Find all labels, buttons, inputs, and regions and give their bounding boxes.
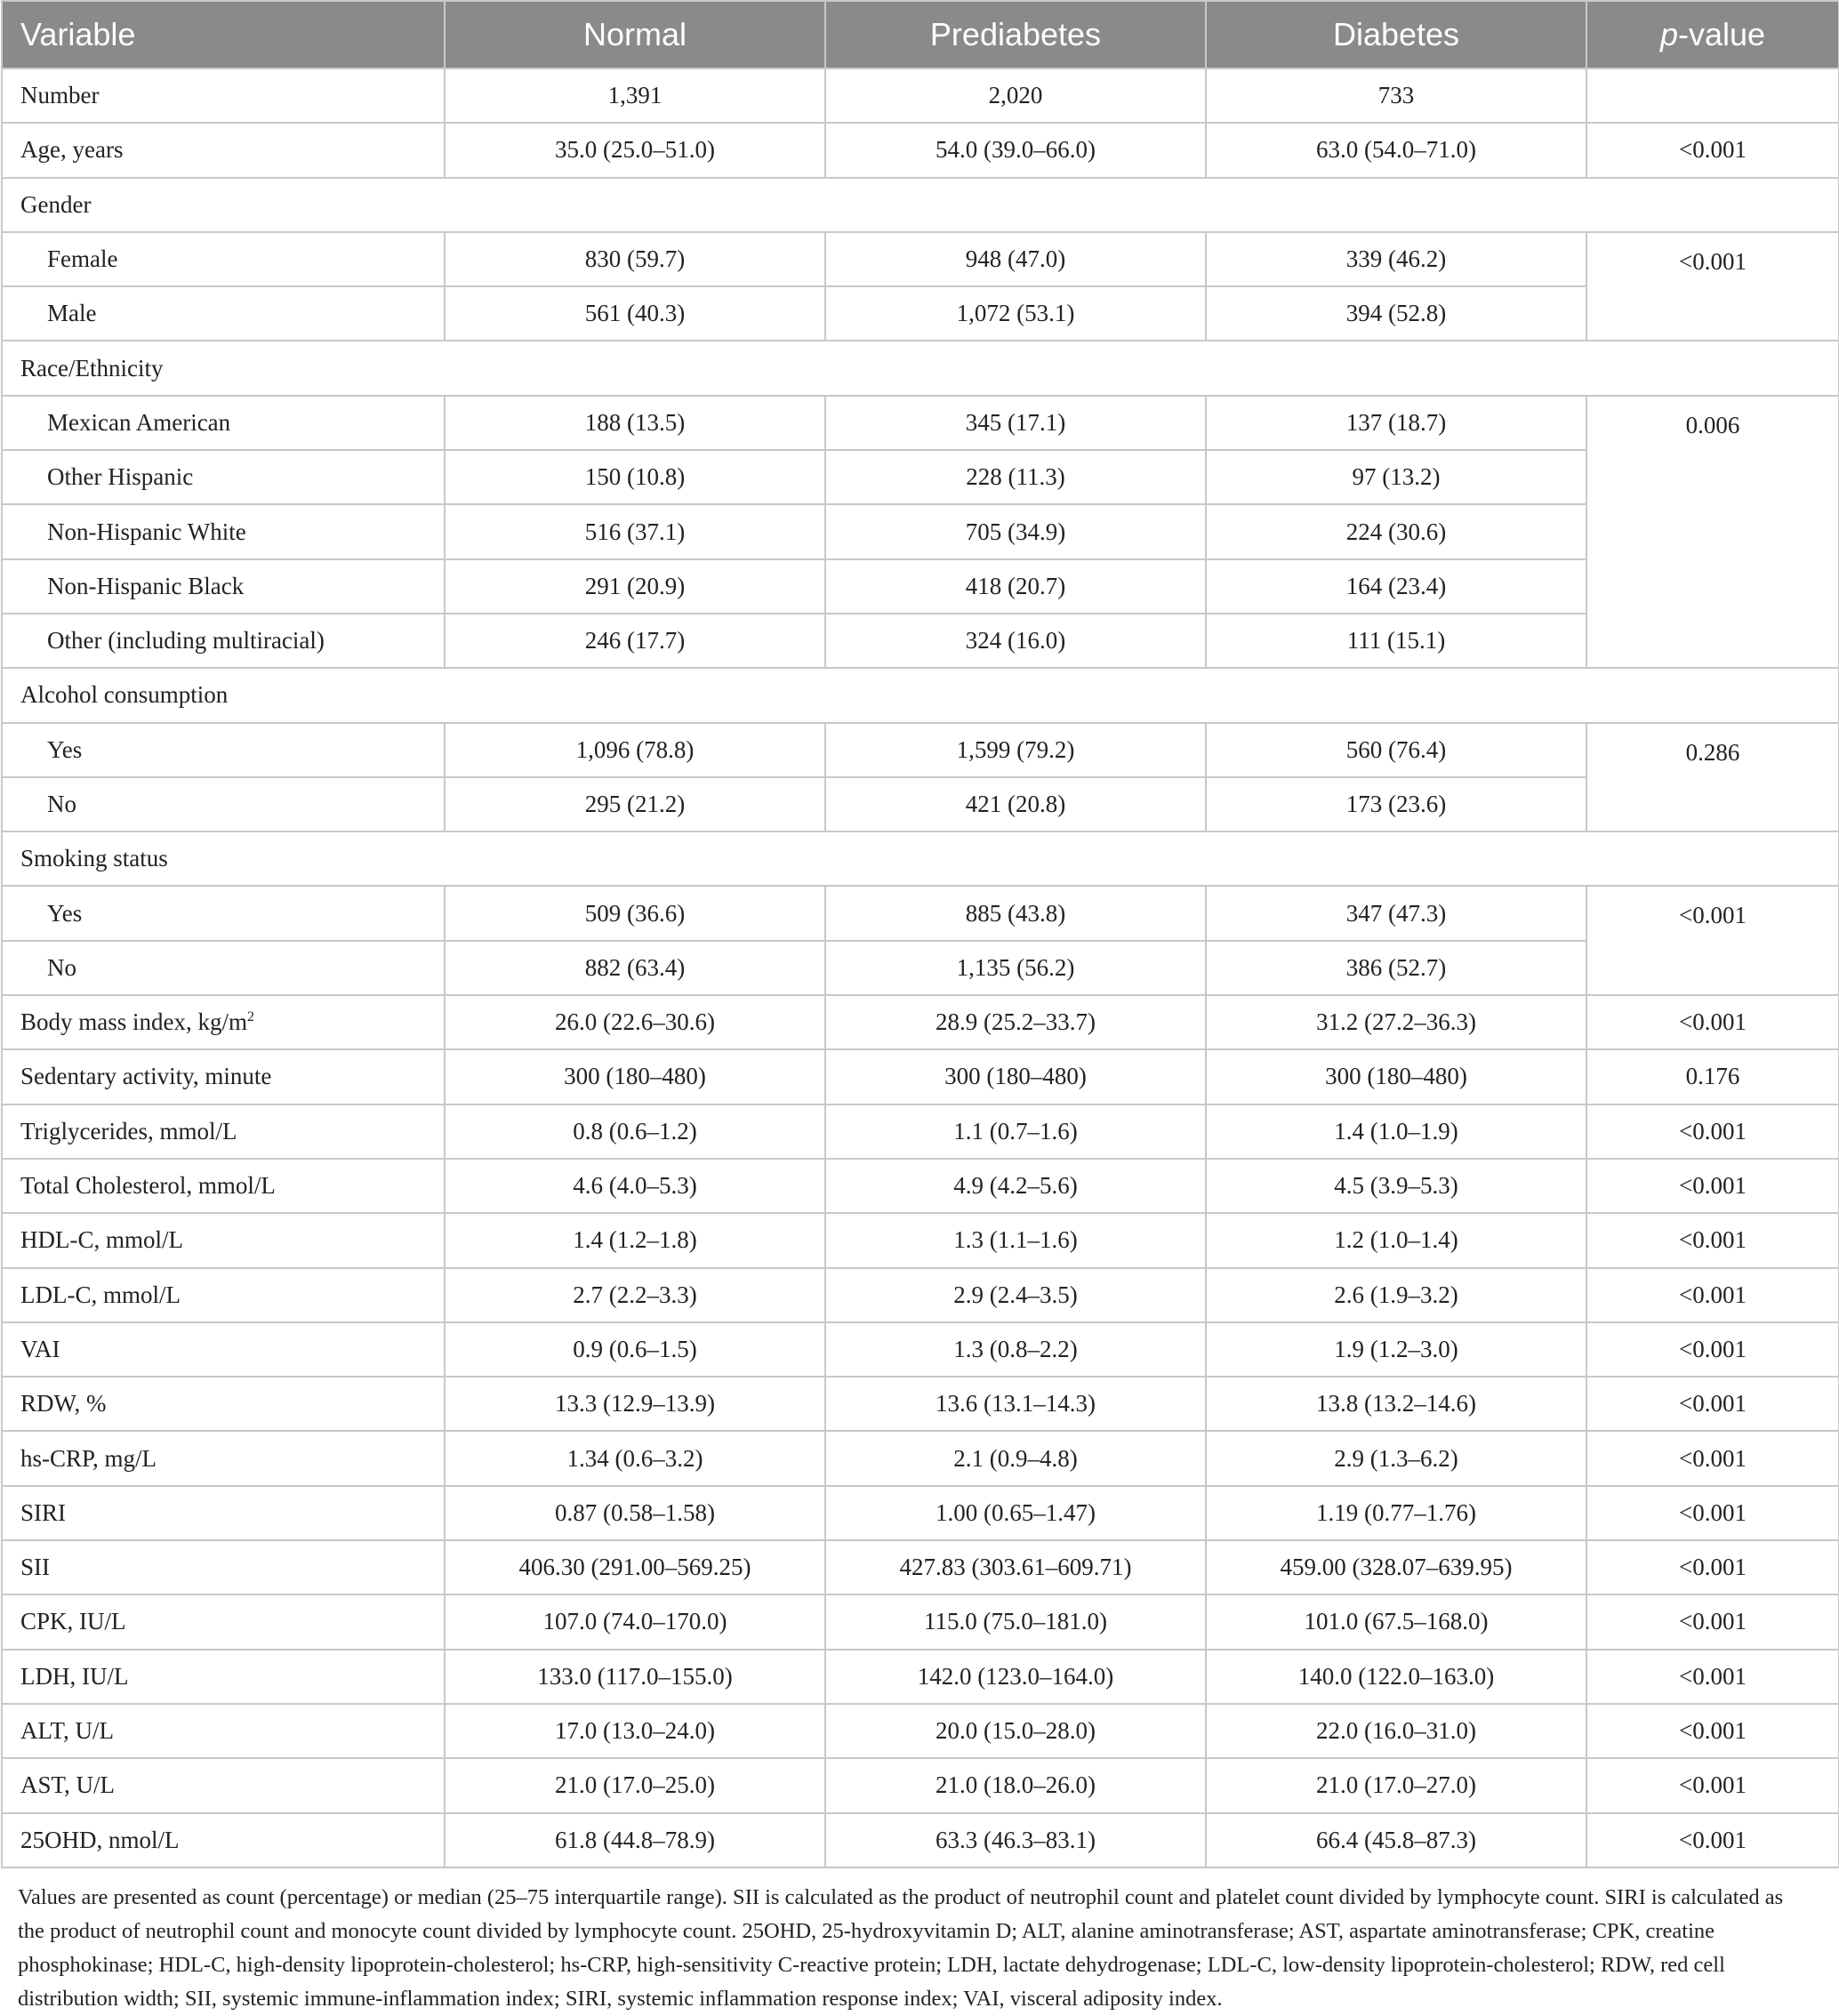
p-italic-text: p [1659, 16, 1678, 52]
prediabetes-value: 54.0 (39.0–66.0) [825, 123, 1206, 177]
column-header-normal: Normal [445, 1, 825, 68]
variable-label-text: Other (including multiracial) [47, 627, 325, 655]
p-value: <0.001 [1586, 995, 1839, 1049]
p-value: <0.001 [1586, 1213, 1839, 1267]
variable-label-text: Mexican American [47, 408, 231, 436]
diabetes-value: 97 (13.2) [1206, 450, 1586, 504]
variable-label [2, 614, 445, 668]
normal-value: 295 (21.2) [445, 777, 825, 831]
variable-label [2, 286, 445, 341]
normal-value: 830 (59.7) [445, 232, 825, 286]
column-header-diabetes: Diabetes [1206, 1, 1586, 68]
variable-label-text: Male [47, 300, 97, 327]
variable-label [2, 504, 445, 558]
diabetes-value: 1.4 (1.0–1.9) [1206, 1104, 1586, 1159]
variable-label-text: Other Hispanic [47, 463, 194, 491]
prediabetes-value: 885 (43.8) [825, 886, 1206, 940]
table-footnote: Values are presented as count (percentage) or median (25–75 interquartile range). SII is calculated as the product of neutrophil count and platelet count divided by lymphocyte count. SIRI is calculated as the product of neutrophil count and monocyte count divided by lymphocyte count. 25OHD, 25-hydroxyvitamin D; ALT, alanine aminotransferase; AST, aspartate aminotransferase; CPK, creatine phosphokinase; HDL-C, high-density lipoprotein-cholesterol; hs-CRP, high-sensitivity C-reactive protein; LDH, lactate dehydrogenase; LDL-C, low-density lipoprotein-cholesterol; RDW, red cell distribution width; SII, systemic immune-inflammation index; SIRI, systemic inflammation response index; VAI, visceral adiposity index. [18, 1884, 1784, 2011]
table-row [2, 1704, 1839, 1758]
variable-label [2, 1758, 445, 1812]
diabetes-value: 66.4 (45.8–87.3) [1206, 1813, 1586, 1867]
table-row [2, 1486, 1839, 1540]
diabetes-value: 300 (180–480) [1206, 1049, 1586, 1104]
p-value [1586, 68, 1839, 123]
p-rest-text: -value [1677, 16, 1766, 52]
prediabetes-value: 427.83 (303.61–609.71) [825, 1540, 1206, 1594]
variable-label-text: Sedentary activity, minute [20, 1063, 272, 1090]
variable-label [2, 1322, 445, 1377]
variable-label [2, 723, 445, 777]
table-row [2, 1049, 1839, 1104]
diabetes-value: 1.19 (0.77–1.76) [1206, 1486, 1586, 1540]
variable-label-text: Age, years [20, 136, 124, 164]
column-header-variable: Variable [2, 1, 445, 68]
p-value: <0.001 [1586, 1377, 1839, 1431]
table-row [2, 1377, 1839, 1431]
prediabetes-value: 705 (34.9) [825, 504, 1206, 558]
diabetes-value: 560 (76.4) [1206, 723, 1586, 777]
diabetes-value: 347 (47.3) [1206, 886, 1586, 940]
variable-label [2, 995, 445, 1049]
table-row [2, 1159, 1839, 1213]
normal-value: 61.8 (44.8–78.9) [445, 1813, 825, 1867]
column-header-prediabetes: Prediabetes [825, 1, 1206, 68]
variable-label [2, 1431, 445, 1485]
p-value: 0.176 [1586, 1049, 1839, 1104]
prediabetes-value: 345 (17.1) [825, 396, 1206, 450]
p-value: <0.001 [1586, 1104, 1839, 1159]
variable-label [2, 559, 445, 614]
table-row [2, 777, 1839, 831]
p-value [1586, 723, 1839, 832]
prediabetes-value: 228 (11.3) [825, 450, 1206, 504]
variable-label-text: SIRI [20, 1498, 67, 1526]
p-value: <0.001 [1586, 1322, 1839, 1377]
normal-value: 516 (37.1) [445, 504, 825, 558]
diabetes-value: 1.2 (1.0–1.4) [1206, 1213, 1586, 1267]
table-row [2, 559, 1839, 614]
p-value: <0.001 [1586, 1159, 1839, 1213]
variable-label-text: LDH, IU/L [20, 1662, 129, 1690]
table-group-row [2, 831, 1839, 886]
table-row [2, 1594, 1839, 1649]
variable-label [2, 123, 445, 177]
p-value: <0.001 [1586, 1431, 1839, 1485]
group-label: Smoking status [2, 831, 1839, 886]
diabetes-value: 2.9 (1.3–6.2) [1206, 1431, 1586, 1485]
normal-value: 0.87 (0.58–1.58) [445, 1486, 825, 1540]
variable-label [2, 886, 445, 940]
normal-value: 150 (10.8) [445, 450, 825, 504]
normal-value: 882 (63.4) [445, 941, 825, 995]
prediabetes-value: 2,020 [825, 68, 1206, 123]
normal-value: 1,096 (78.8) [445, 723, 825, 777]
p-value: <0.001 [1586, 1268, 1839, 1322]
table-row [2, 941, 1839, 995]
p-value: <0.001 [1586, 1813, 1839, 1867]
table-row [2, 123, 1839, 177]
variable-label [2, 68, 445, 123]
p-value: <0.001 [1586, 1758, 1839, 1812]
variable-label [2, 1377, 445, 1431]
table-group-row [2, 178, 1839, 232]
group-label: Gender [2, 178, 1839, 232]
variable-label [2, 777, 445, 831]
prediabetes-value: 418 (20.7) [825, 559, 1206, 614]
variable-label-text: Total Cholesterol, mmol/L [20, 1172, 276, 1200]
p-value: <0.001 [1586, 1704, 1839, 1758]
column-header-p-value [1586, 1, 1839, 68]
variable-label-text: AST, U/L [20, 1771, 115, 1799]
prediabetes-value: 63.3 (46.3–83.1) [825, 1813, 1206, 1867]
variable-label-text: SII [20, 1554, 50, 1581]
prediabetes-value: 1.3 (0.8–2.2) [825, 1322, 1206, 1377]
diabetes-value: 140.0 (122.0–163.0) [1206, 1650, 1586, 1704]
p-value: <0.001 [1586, 123, 1839, 177]
diabetes-value: 459.00 (328.07–639.95) [1206, 1540, 1586, 1594]
group-label: Alcohol consumption [2, 668, 1839, 722]
normal-value: 35.0 (25.0–51.0) [445, 123, 825, 177]
variable-label-text: Female [47, 245, 118, 273]
table-row [2, 995, 1839, 1049]
table-row [2, 886, 1839, 940]
variable-label-text: Yes [47, 735, 83, 763]
variable-label-text: Body mass index, kg/m [20, 1008, 247, 1036]
normal-value: 17.0 (13.0–24.0) [445, 1704, 825, 1758]
p-value: <0.001 [1586, 1650, 1839, 1704]
variable-label-text: Yes [47, 899, 83, 927]
prediabetes-value: 1.1 (0.7–1.6) [825, 1104, 1206, 1159]
diabetes-value: 31.2 (27.2–36.3) [1206, 995, 1586, 1049]
p-value-text: 0.006 [1685, 411, 1740, 438]
variable-label [2, 1486, 445, 1540]
prediabetes-value: 324 (16.0) [825, 614, 1206, 668]
prediabetes-value: 421 (20.8) [825, 777, 1206, 831]
variable-label-text: Number [20, 82, 100, 109]
variable-label [2, 1159, 445, 1213]
normal-value: 0.9 (0.6–1.5) [445, 1322, 825, 1377]
variable-label-text: Non-Hispanic Black [47, 572, 245, 599]
variable-label-text: Triglycerides, mmol/L [20, 1117, 237, 1145]
prediabetes-value: 142.0 (123.0–164.0) [825, 1650, 1206, 1704]
normal-value: 21.0 (17.0–25.0) [445, 1758, 825, 1812]
variable-label [2, 1213, 445, 1267]
normal-value: 0.8 (0.6–1.2) [445, 1104, 825, 1159]
variable-label-text: Non-Hispanic White [47, 518, 246, 545]
prediabetes-value: 300 (180–480) [825, 1049, 1206, 1104]
normal-value: 1,391 [445, 68, 825, 123]
diabetes-value: 2.6 (1.9–3.2) [1206, 1268, 1586, 1322]
p-value: <0.001 [1586, 1540, 1839, 1594]
prediabetes-value: 115.0 (75.0–181.0) [825, 1594, 1206, 1649]
table-row [2, 504, 1839, 558]
p-value [1586, 886, 1839, 995]
variable-label-text: No [47, 791, 76, 817]
diabetes-value: 394 (52.8) [1206, 286, 1586, 341]
normal-value: 561 (40.3) [445, 286, 825, 341]
table-body [2, 68, 1839, 1867]
variable-label [2, 1049, 445, 1104]
prediabetes-value: 4.9 (4.2–5.6) [825, 1159, 1206, 1213]
variable-label [2, 1594, 445, 1649]
table-row [2, 1322, 1839, 1377]
variable-label-text: 25OHD, nmol/L [20, 1826, 180, 1853]
table-header-row [2, 1, 1839, 68]
diabetes-value: 111 (15.1) [1206, 614, 1586, 668]
variable-label [2, 1650, 445, 1704]
normal-value: 1.34 (0.6–3.2) [445, 1431, 825, 1485]
table-row [2, 1540, 1839, 1594]
variable-label [2, 396, 445, 450]
normal-value: 509 (36.6) [445, 886, 825, 940]
diabetes-value: 101.0 (67.5–168.0) [1206, 1594, 1586, 1649]
prediabetes-value: 1.3 (1.1–1.6) [825, 1213, 1206, 1267]
normal-value: 26.0 (22.6–30.6) [445, 995, 825, 1049]
normal-value: 133.0 (117.0–155.0) [445, 1650, 825, 1704]
prediabetes-value: 28.9 (25.2–33.7) [825, 995, 1206, 1049]
table-row [2, 614, 1839, 668]
prediabetes-value: 13.6 (13.1–14.3) [825, 1377, 1206, 1431]
prediabetes-value: 948 (47.0) [825, 232, 1206, 286]
table-group-row [2, 668, 1839, 722]
diabetes-value: 22.0 (16.0–31.0) [1206, 1704, 1586, 1758]
diabetes-value: 137 (18.7) [1206, 396, 1586, 450]
diabetes-value: 1.9 (1.2–3.0) [1206, 1322, 1586, 1377]
p-value [1586, 232, 1839, 341]
prediabetes-value: 2.9 (2.4–3.5) [825, 1268, 1206, 1322]
prediabetes-value: 1,599 (79.2) [825, 723, 1206, 777]
table-row [2, 1431, 1839, 1485]
variable-label [2, 1704, 445, 1758]
variable-label [2, 1104, 445, 1159]
table-group-row [2, 341, 1839, 395]
diabetes-value: 173 (23.6) [1206, 777, 1586, 831]
variable-label-text: No [47, 953, 76, 981]
table-row [2, 286, 1839, 341]
baseline-characteristics-table [1, 0, 1839, 1868]
normal-value: 107.0 (74.0–170.0) [445, 1594, 825, 1649]
variable-label [2, 1540, 445, 1594]
table-row [2, 1213, 1839, 1267]
diabetes-value: 13.8 (13.2–14.6) [1206, 1377, 1586, 1431]
table-row [2, 396, 1839, 450]
variable-label [2, 232, 445, 286]
normal-value: 188 (13.5) [445, 396, 825, 450]
variable-label-text: hs-CRP, mg/L [20, 1444, 157, 1472]
normal-value: 291 (20.9) [445, 559, 825, 614]
table-row [2, 1104, 1839, 1159]
normal-value: 300 (180–480) [445, 1049, 825, 1104]
p-value-text: <0.001 [1679, 902, 1747, 929]
normal-value: 246 (17.7) [445, 614, 825, 668]
p-value-text: <0.001 [1679, 247, 1747, 275]
group-label: Race/Ethnicity [2, 341, 1839, 395]
table-row [2, 1268, 1839, 1322]
normal-value: 2.7 (2.2–3.3) [445, 1268, 825, 1322]
table-row [2, 1650, 1839, 1704]
superscript: 2 [247, 1009, 254, 1025]
table-row [2, 68, 1839, 123]
table-row [2, 450, 1839, 504]
p-value-text: 0.286 [1685, 738, 1740, 766]
diabetes-value: 164 (23.4) [1206, 559, 1586, 614]
prediabetes-value: 21.0 (18.0–26.0) [825, 1758, 1206, 1812]
prediabetes-value: 20.0 (15.0–28.0) [825, 1704, 1206, 1758]
variable-label [2, 941, 445, 995]
variable-label-text: HDL-C, mmol/L [20, 1226, 183, 1254]
normal-value: 406.30 (291.00–569.25) [445, 1540, 825, 1594]
normal-value: 4.6 (4.0–5.3) [445, 1159, 825, 1213]
diabetes-value: 21.0 (17.0–27.0) [1206, 1758, 1586, 1812]
diabetes-value: 63.0 (54.0–71.0) [1206, 123, 1586, 177]
diabetes-value: 224 (30.6) [1206, 504, 1586, 558]
diabetes-value: 386 (52.7) [1206, 941, 1586, 995]
prediabetes-value: 1.00 (0.65–1.47) [825, 1486, 1206, 1540]
variable-label-text: RDW, % [20, 1390, 107, 1418]
diabetes-value: 339 (46.2) [1206, 232, 1586, 286]
prediabetes-value: 1,135 (56.2) [825, 941, 1206, 995]
prediabetes-value: 2.1 (0.9–4.8) [825, 1431, 1206, 1485]
table-row [2, 232, 1839, 286]
p-value: <0.001 [1586, 1594, 1839, 1649]
variable-label-text: LDL-C, mmol/L [20, 1281, 181, 1308]
normal-value: 13.3 (12.9–13.9) [445, 1377, 825, 1431]
variable-label-text: ALT, U/L [20, 1717, 114, 1745]
p-value [1586, 396, 1839, 668]
table-row [2, 723, 1839, 777]
p-value: <0.001 [1586, 1486, 1839, 1540]
normal-value: 1.4 (1.2–1.8) [445, 1213, 825, 1267]
variable-label-text: VAI [20, 1335, 60, 1362]
variable-label [2, 450, 445, 504]
table-row [2, 1813, 1839, 1867]
variable-label [2, 1268, 445, 1322]
diabetes-value: 733 [1206, 68, 1586, 123]
variable-label-text: CPK, IU/L [20, 1608, 126, 1635]
diabetes-value: 4.5 (3.9–5.3) [1206, 1159, 1586, 1213]
table-row [2, 1758, 1839, 1812]
prediabetes-value: 1,072 (53.1) [825, 286, 1206, 341]
variable-label [2, 1813, 445, 1867]
